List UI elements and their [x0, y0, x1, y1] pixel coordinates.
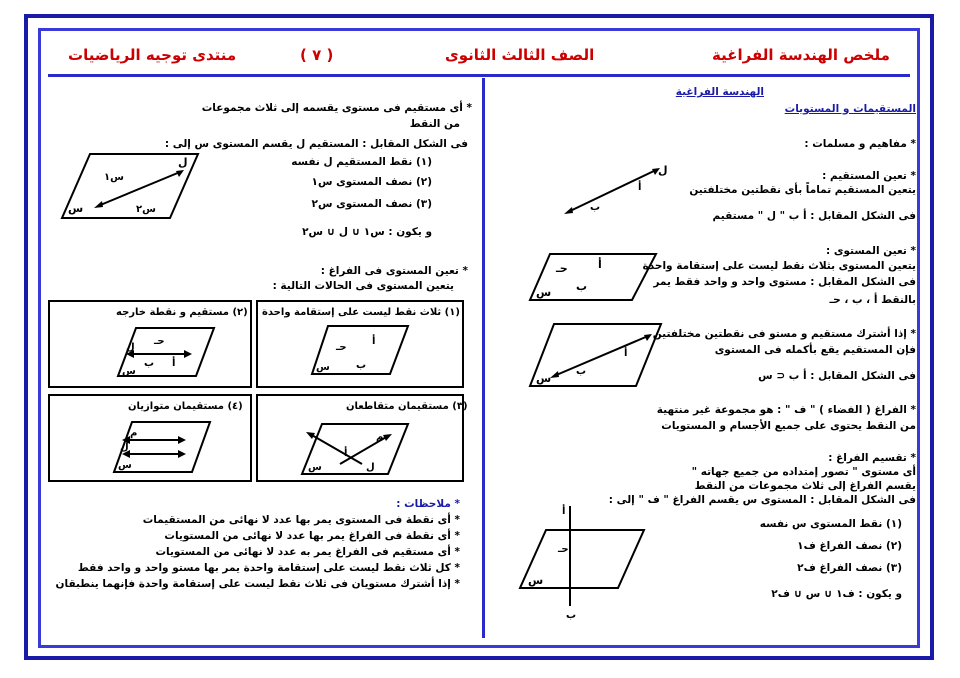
svg-text:أ: أ — [372, 336, 376, 347]
case-box-4-title: (٤) مستقيمان متوازيان — [128, 401, 243, 412]
plane-space-sub: يتعين المستوى فى الحالات التالية : — [272, 280, 454, 292]
figure-plane-abc — [528, 252, 658, 302]
figure-line-divides-plane — [60, 150, 200, 220]
svg-text:س: س — [122, 366, 136, 377]
plane-def-3: بالنقط أ ، ب ، حـ — [829, 294, 916, 306]
section-heading: المستقيمات و المستويات — [784, 103, 916, 115]
note-4: * كل ثلاث نقط ليست على إستقامة واحدة يمر بها مستو واحد و واحد فقط — [77, 562, 460, 574]
case-box-2-title: (٢) مستقيم و نقطة خارجه — [116, 307, 248, 318]
header-grade: الصف الثالث الثانوى — [445, 46, 595, 64]
svg-text:أ: أ — [344, 448, 348, 459]
svg-text:حـ: حـ — [556, 262, 568, 275]
share-3: فى الشكل المقابل : أ ب ⊂ س — [758, 370, 916, 382]
svg-text:س: س — [316, 362, 330, 373]
div-1: أى مستوى " تصور إمتداده من جميع جهاته " — [691, 466, 916, 478]
line-div-3: فى الشكل المقابل : المستقيم ل يقسم المستوى س إلى : — [164, 138, 468, 150]
plane-def-title: * تعين المستوى : — [825, 245, 916, 257]
svg-text:س: س — [528, 574, 544, 587]
svg-text:ل: ل — [126, 342, 135, 353]
plane-def-2: فى الشكل المقابل : مستوى واحد و واحد فقط يمر — [653, 276, 916, 288]
svg-text:حـ: حـ — [558, 544, 569, 555]
line-def-1: يتعين المستقيم تماماً بأى نقطتين مختلفتين — [689, 184, 916, 196]
column-divider — [482, 78, 485, 638]
div-item-2: (٢) نصف الفراغ ف١ — [797, 540, 902, 552]
svg-text:س: س — [536, 286, 552, 299]
share-1: * إذا أشترك مستقيم و مستو فى نقطتين مختلفتين — [652, 328, 916, 340]
svg-text:ب: ب — [356, 360, 367, 371]
header-title: ملخص الهندسة الفراغية — [712, 46, 890, 64]
figure-plane-divides-space — [518, 500, 648, 620]
div-title: * تقسيم الفراغ : — [828, 452, 916, 464]
svg-text:ل: ل — [178, 156, 188, 169]
case-box-3-figure — [300, 420, 410, 476]
line-div-1: * أى مستقيم فى مستوى يقسمه إلى ثلاث مجموعات — [201, 102, 472, 114]
header-page-number: ( ٧ ) — [300, 46, 334, 64]
svg-text:ل: ل — [658, 164, 668, 177]
line-div-2: من النقط — [409, 118, 460, 130]
space-2: من النقط يحتوى على جميع الأجسام و المستويات — [661, 420, 916, 432]
svg-text:أ: أ — [638, 182, 642, 193]
figure-line-ab — [560, 160, 670, 220]
svg-text:حـ: حـ — [336, 342, 347, 353]
case-box-3-title: (٣) مستقيمان متقاطعان — [346, 401, 468, 412]
header-forum: منتدى توجيه الرياضيات — [68, 46, 237, 64]
note-3: * أى مستقيم فى الفراغ يمر به عدد لا نهائى من المستويات — [155, 546, 460, 558]
share-2: فإن المستقيم يقع بأكمله فى المستوى — [714, 344, 916, 356]
div-result: و يكون : ف١ ∪ س ∪ ف٢ — [771, 588, 902, 600]
svg-text:س١: س١ — [104, 172, 124, 183]
svg-text:حـ: حـ — [154, 336, 165, 347]
line-item-1: (١) نقط المستقيم ل نفسه — [291, 156, 432, 168]
svg-text:س٢: س٢ — [136, 204, 156, 215]
svg-text:ب: ب — [576, 366, 587, 377]
note-1: * أى نقطة فى المستوى يمر بها عدد لا نهائى من المستقيمات — [142, 514, 460, 526]
div-2: يقسم الفراغ إلى ثلاث مجموعات من النقط — [694, 480, 916, 492]
line-result: و يكون : س١ ∪ ل ∪ س٢ — [302, 226, 432, 238]
svg-text:أ: أ — [598, 258, 602, 271]
note-5: * إذا أشترك مستويان فى ثلاث نقط ليست على إستقامة واحدة فإنهما ينطبقان — [55, 578, 460, 590]
concepts-title: * مفاهيم و مسلمات : — [804, 138, 916, 150]
topic-heading: الهندسة الفراغية — [675, 86, 764, 98]
line-item-3: (٣) نصف المستوى س٢ — [311, 198, 432, 210]
div-item-3: (٣) نصف الفراغ ف٢ — [797, 562, 902, 574]
svg-text:ب: ب — [144, 358, 155, 369]
svg-text:س: س — [68, 202, 84, 215]
line-def-title: * تعين المستقيم : — [822, 170, 916, 182]
notes-title: * ملاحظات : — [396, 498, 460, 510]
space-1: * الفراغ ( الفضاء ) " ف " : هو مجموعة غير منتهية — [656, 404, 916, 416]
svg-text:أ: أ — [624, 348, 628, 359]
svg-text:ب: ب — [590, 202, 601, 213]
note-2: * أى نقطة فى الفراغ يمر بها عدد لا نهائى من المستويات — [164, 530, 460, 542]
svg-text:ب: ب — [566, 610, 577, 621]
case-box-1-title: (١) ثلاث نقط ليست على إستقامة واحدة — [262, 307, 460, 318]
svg-text:م: م — [130, 428, 138, 439]
svg-text:ل: ل — [366, 462, 375, 473]
line-def-2: فى الشكل المقابل : أ ب " ل " مستقيم — [712, 210, 916, 222]
svg-text:س: س — [118, 460, 132, 471]
svg-text:ل: ل — [120, 442, 129, 453]
plane-space-title: * تعين المستوى فى الفراغ : — [320, 265, 468, 277]
figure-line-in-plane — [528, 322, 663, 388]
svg-text:أ: أ — [562, 506, 566, 517]
div-item-1: (١) نقط المستوى س نفسه — [759, 518, 902, 530]
case-box-1-figure — [310, 324, 410, 376]
case-box-2-figure — [116, 326, 216, 378]
svg-text:أ: أ — [172, 358, 176, 369]
svg-text:ب: ب — [576, 280, 588, 293]
header-divider — [48, 74, 910, 77]
case-box-4-figure — [112, 420, 212, 474]
line-item-2: (٢) نصف المستوى س١ — [311, 176, 432, 188]
plane-def-1: يتعين المستوى بثلاث نقط ليست على إستقامة واحدة — [642, 260, 916, 272]
svg-text:م: م — [376, 432, 384, 443]
div-3: فى الشكل المقابل : المستوى س يقسم الفراغ " ف " إلى : — [608, 494, 916, 506]
svg-text:س: س — [536, 372, 552, 385]
svg-text:س: س — [308, 462, 322, 473]
